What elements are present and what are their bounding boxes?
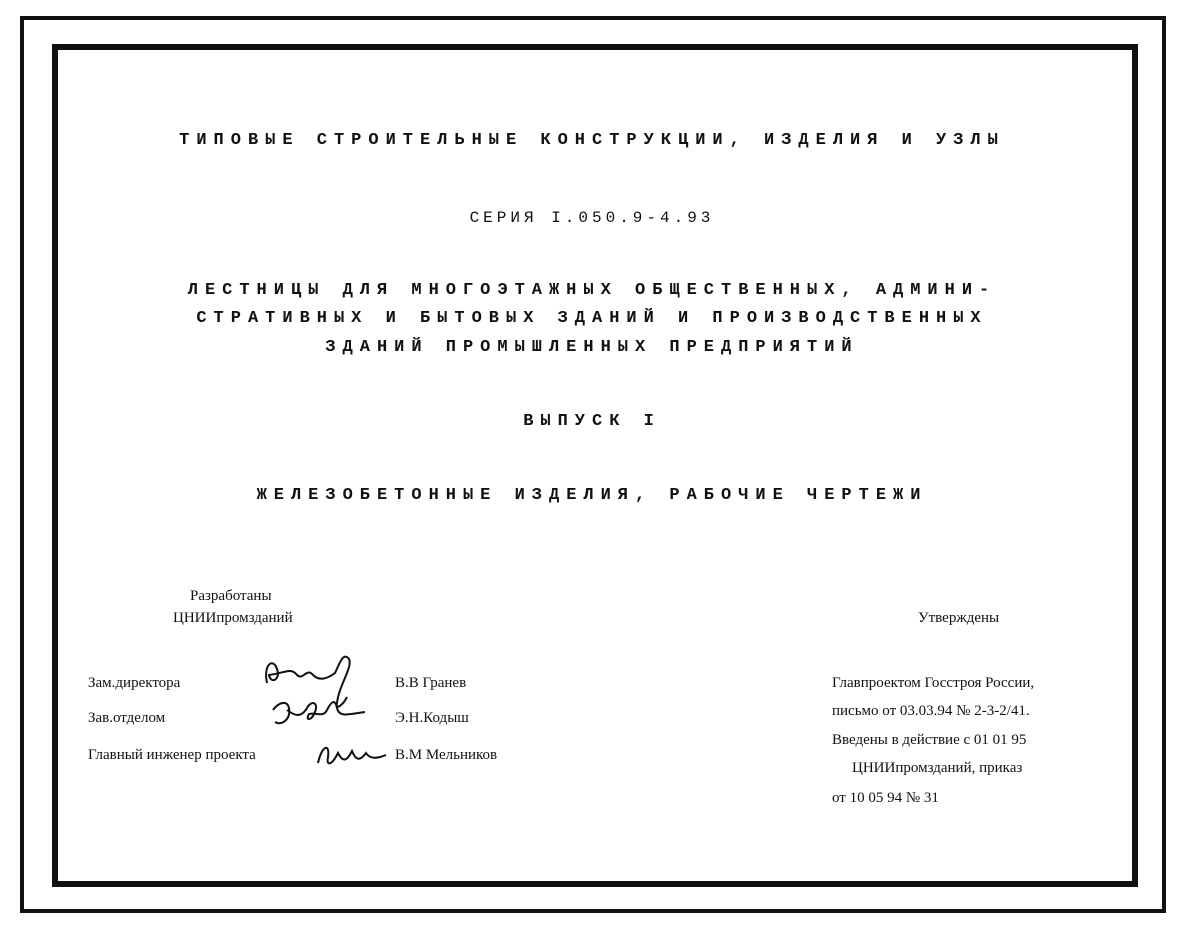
- signatory-name: В.М Мельников: [395, 747, 498, 763]
- signatory-position: Главный инженер проекта: [88, 747, 256, 763]
- approval-line-4: ЦНИИпромзданий, приказ: [852, 760, 1023, 776]
- subject-line-1: ЛЕСТНИЦЫ ДЛЯ МНОГОЭТАЖНЫХ ОБЩЕСТВЕННЫХ, АДМИНИ-: [187, 281, 997, 300]
- signatory-name: В.В Гранев: [395, 675, 467, 691]
- series-number: СЕРИЯ I.050.9-4.93: [469, 209, 715, 227]
- developed-org: ЦНИИпромзданий: [173, 610, 293, 626]
- content-title: ЖЕЛЕЗОБЕТОННЫЕ ИЗДЕЛИЯ, РАБОЧИЕ ЧЕРТЕЖИ: [256, 486, 928, 505]
- signature-graphic: [312, 735, 392, 775]
- title-line: ТИПОВЫЕ СТРОИТЕЛЬНЫЕ КОНСТРУКЦИИ, ИЗДЕЛИЯ И УЗЛЫ: [179, 131, 1005, 150]
- approved-label: Утверждены: [918, 610, 1000, 626]
- subject-line-3: ЗДАНИЙ ПРОМЫШЛЕННЫХ ПРЕДПРИЯТИЙ: [325, 338, 859, 357]
- signatory-position: Зам.директора: [88, 675, 181, 691]
- subject-line-2: СТРАТИВНЫХ И БЫТОВЫХ ЗДАНИЙ И ПРОИЗВОДСТВЕННЫХ: [196, 309, 988, 328]
- signatory-position: Зав.отделом: [88, 710, 166, 726]
- approval-line-5: от 10 05 94 № 31: [832, 790, 939, 806]
- approval-line-3: Введены в действие с 01 01 95: [832, 732, 1027, 748]
- approval-line-2: письмо от 03.03.94 № 2-3-2/41.: [832, 703, 1030, 719]
- approval-line-1: Главпроектом Госстроя России,: [832, 675, 1035, 691]
- developed-label: Разработаны: [190, 588, 272, 604]
- issue-number: ВЫПУСК I: [523, 412, 661, 431]
- signatory-name: Э.Н.Кодыш: [395, 710, 469, 726]
